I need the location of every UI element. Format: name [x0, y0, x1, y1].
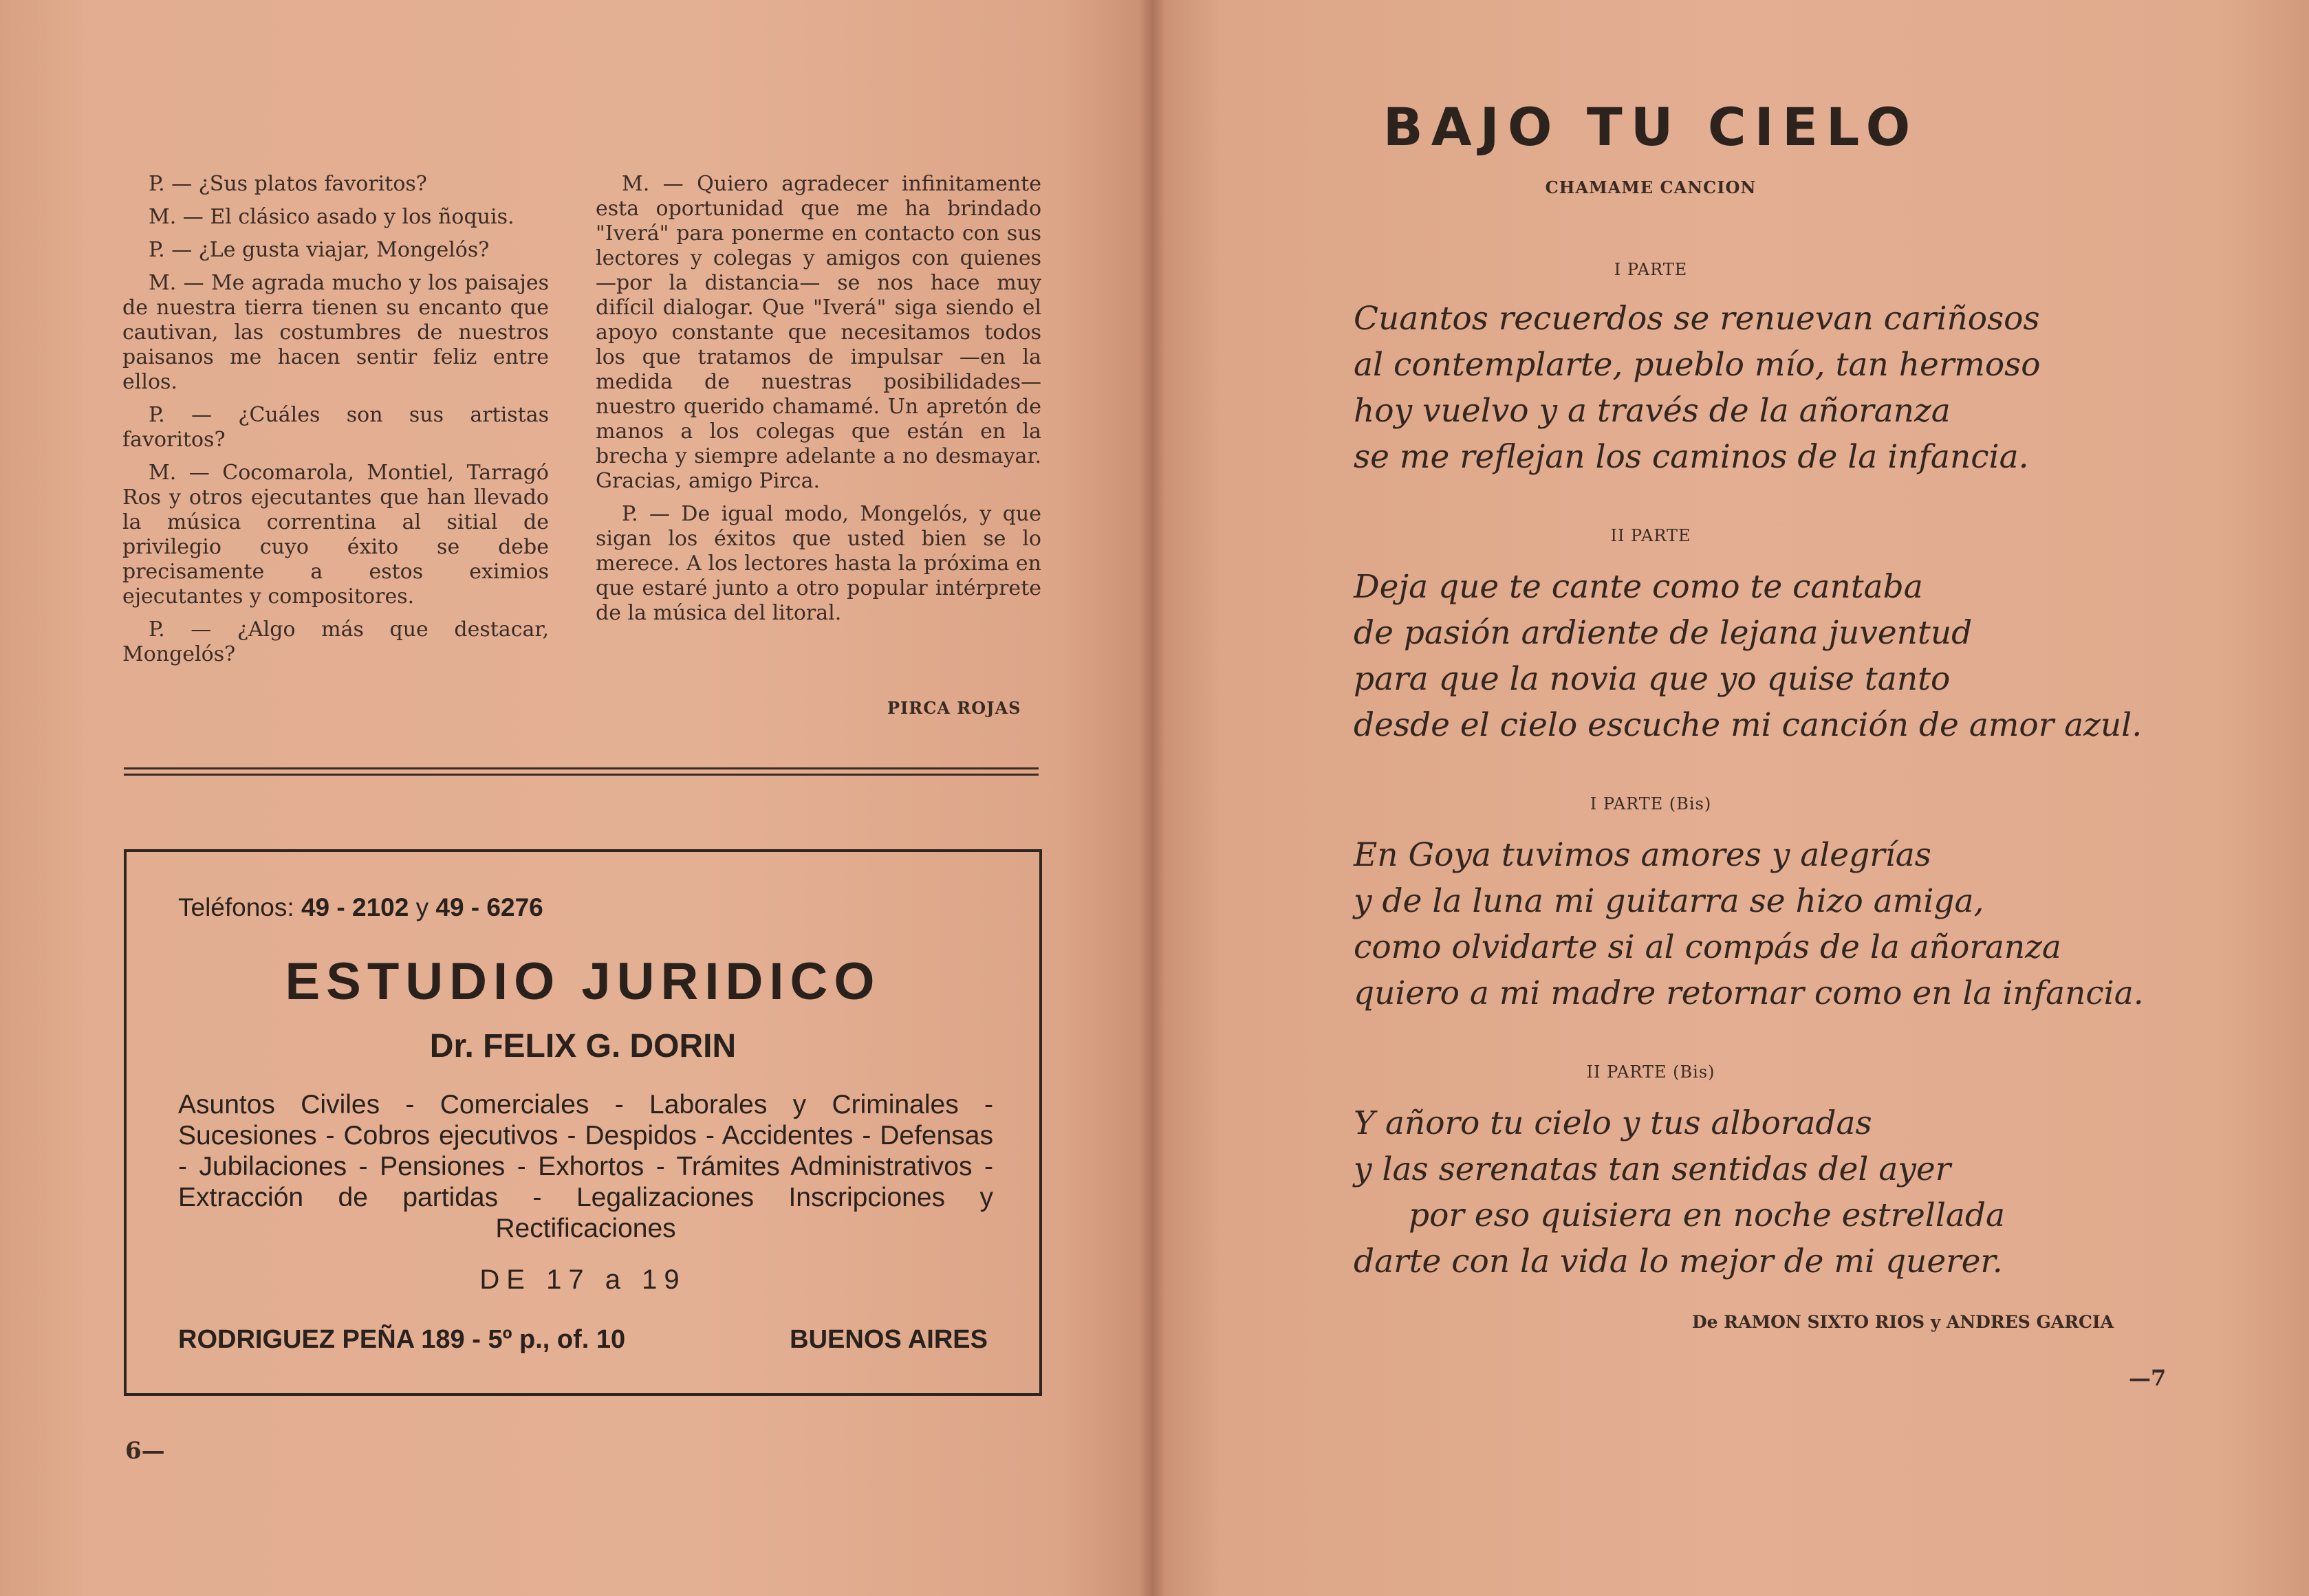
- verse-line: y las serenatas tan sentidas del ayer: [1354, 1150, 1951, 1188]
- part-label: I PARTE (Bis): [1590, 794, 1712, 813]
- interview-paragraph: P. — De igual modo, Mongelós, y que sigan los éxitos que usted bien se lo merece. A los lectores hasta la próxima en que estaré junto a otro popular intérprete de la música del litoral.: [596, 502, 1041, 625]
- verse-line: En Goya tuvimos amores y alegrías: [1354, 836, 1931, 874]
- ad-title: ESTUDIO JURIDICO: [285, 952, 881, 1011]
- divider-rule: [124, 774, 1039, 776]
- interview-paragraph: M. — Cocomarola, Montiel, Tarragó Ros y otros ejecutantes que han llevado la música correntina al sitial de privilegio cuyo éxito se debe precisamente a estos eximios ejecutantes y compositores.: [122, 461, 549, 609]
- part-label: II PARTE: [1610, 526, 1691, 545]
- verse-line: al contemplarte, pueblo mío, tan hermoso: [1354, 346, 2041, 384]
- verse-line: desde el cielo escuche mi canción de amor azul.: [1354, 706, 2143, 744]
- page-number-right: —7: [2129, 1365, 2167, 1391]
- verse-line: de pasión ardiente de lejana juventud: [1354, 614, 1973, 652]
- verse-line: y de la luna mi guitarra se hizo amiga,: [1354, 882, 1984, 920]
- article-signature: PIRCA ROJAS: [887, 698, 1021, 718]
- part-label: I PARTE: [1614, 260, 1688, 279]
- song-credits: De RAMON SIXTO RIOS y ANDRES GARCIA: [1692, 1312, 2114, 1332]
- interview-column-2: [596, 172, 1041, 634]
- divider-rule: [124, 767, 1039, 769]
- verse: [1354, 296, 2165, 480]
- verse-line: hoy vuelvo y a través de la añoranza: [1354, 392, 1951, 430]
- verse-line: Cuantos recuerdos se renuevan cariñosos: [1354, 300, 2040, 338]
- interview-paragraph: M. — El clásico asado y los ñoquis.: [149, 205, 514, 229]
- interview-column-1: [122, 172, 549, 675]
- ad-phone-line: [178, 893, 543, 922]
- song-title: BAJO TU CIELO: [1383, 96, 1919, 157]
- verse-line: como olvidarte si al compás de la añoranza: [1354, 928, 2061, 966]
- interview-paragraph: P. — ¿Cuáles son sus artistas favoritos?: [122, 403, 549, 452]
- interview-paragraph: P. — ¿Algo más que destacar, Mongelós?: [122, 617, 549, 666]
- interview-paragraph: P. — ¿Le gusta viajar, Mongelós?: [149, 238, 490, 262]
- song-subtitle: CHAMAME CANCION: [1545, 177, 1757, 197]
- verse-line: quiero a mi madre retornar como en la infancia.: [1354, 974, 2144, 1012]
- ad-address: RODRIGUEZ PEÑA 189 - 5º p., of. 10: [178, 1325, 626, 1354]
- ad-phone-number: 49 - 2102: [301, 893, 409, 921]
- interview-paragraph: M. — Me agrada mucho y los paisajes de nuestra tierra tienen su encanto que cautivan, las costumbres de nuestros paisanos me hacen sentir feliz entre ellos.: [122, 271, 549, 394]
- page-number-left: 6—: [125, 1437, 165, 1465]
- ad-hours: DE 17 a 19: [479, 1265, 686, 1295]
- verse-line: Y añoro tu cielo y tus alboradas: [1354, 1104, 1872, 1142]
- ad-phone-separator: y: [415, 893, 429, 921]
- interview-paragraph: M. — Quiero agradecer infinitamente esta oportunidad que me ha brindado "Iverá" para ponerme en contacto con sus lectores y colegas y amigos con quienes —por la distancia— se nos hace muy difícil dialogar. Que "Iverá" siga siendo el apoyo constante que necesitamos todos los que tratamos de impulsar —en la medida de nuestras posibilidades— nuestro querido chamamé. Un apretón de manos a los colegas que están en la brecha y siempre adelante a no desmayar. Gracias, amigo Pirca.: [596, 172, 1041, 493]
- interview-paragraph: P. — ¿Sus platos favoritos?: [149, 172, 427, 196]
- verse: [1354, 832, 2165, 1016]
- part-label: II PARTE (Bis): [1586, 1062, 1715, 1082]
- ad-phone-label: Teléfonos:: [178, 893, 294, 921]
- verse-line: para que la novia que yo quise tanto: [1354, 660, 1951, 698]
- ad-phone-number: 49 - 6276: [435, 893, 543, 921]
- law-office-advertisement: [124, 849, 1042, 1396]
- verse-line: se me reflejan los caminos de la infancia.: [1354, 438, 2029, 476]
- ad-doctor-name: Dr. FELIX G. DORIN: [429, 1028, 737, 1064]
- ad-services: Asuntos Civiles - Comerciales - Laborales y Criminales - Sucesiones - Cobros ejecutivos - Despidos - Accidentes - Defensas - Jubilaciones - Pensiones - Exhortos - Trámites Administrativos - Extracción de partidas - Legalizaciones Inscripciones y Rectificaciones: [178, 1090, 993, 1243]
- verse: [1354, 1100, 2165, 1285]
- ad-city: BUENOS AIRES: [790, 1325, 988, 1354]
- verse-line: darte con la vida lo mejor de mi querer.: [1354, 1243, 2003, 1280]
- verse-line: por eso quisiera en noche estrellada: [1409, 1196, 2005, 1234]
- verse: [1354, 564, 2165, 748]
- verse-line: Deja que te cante como te cantaba: [1354, 568, 1923, 606]
